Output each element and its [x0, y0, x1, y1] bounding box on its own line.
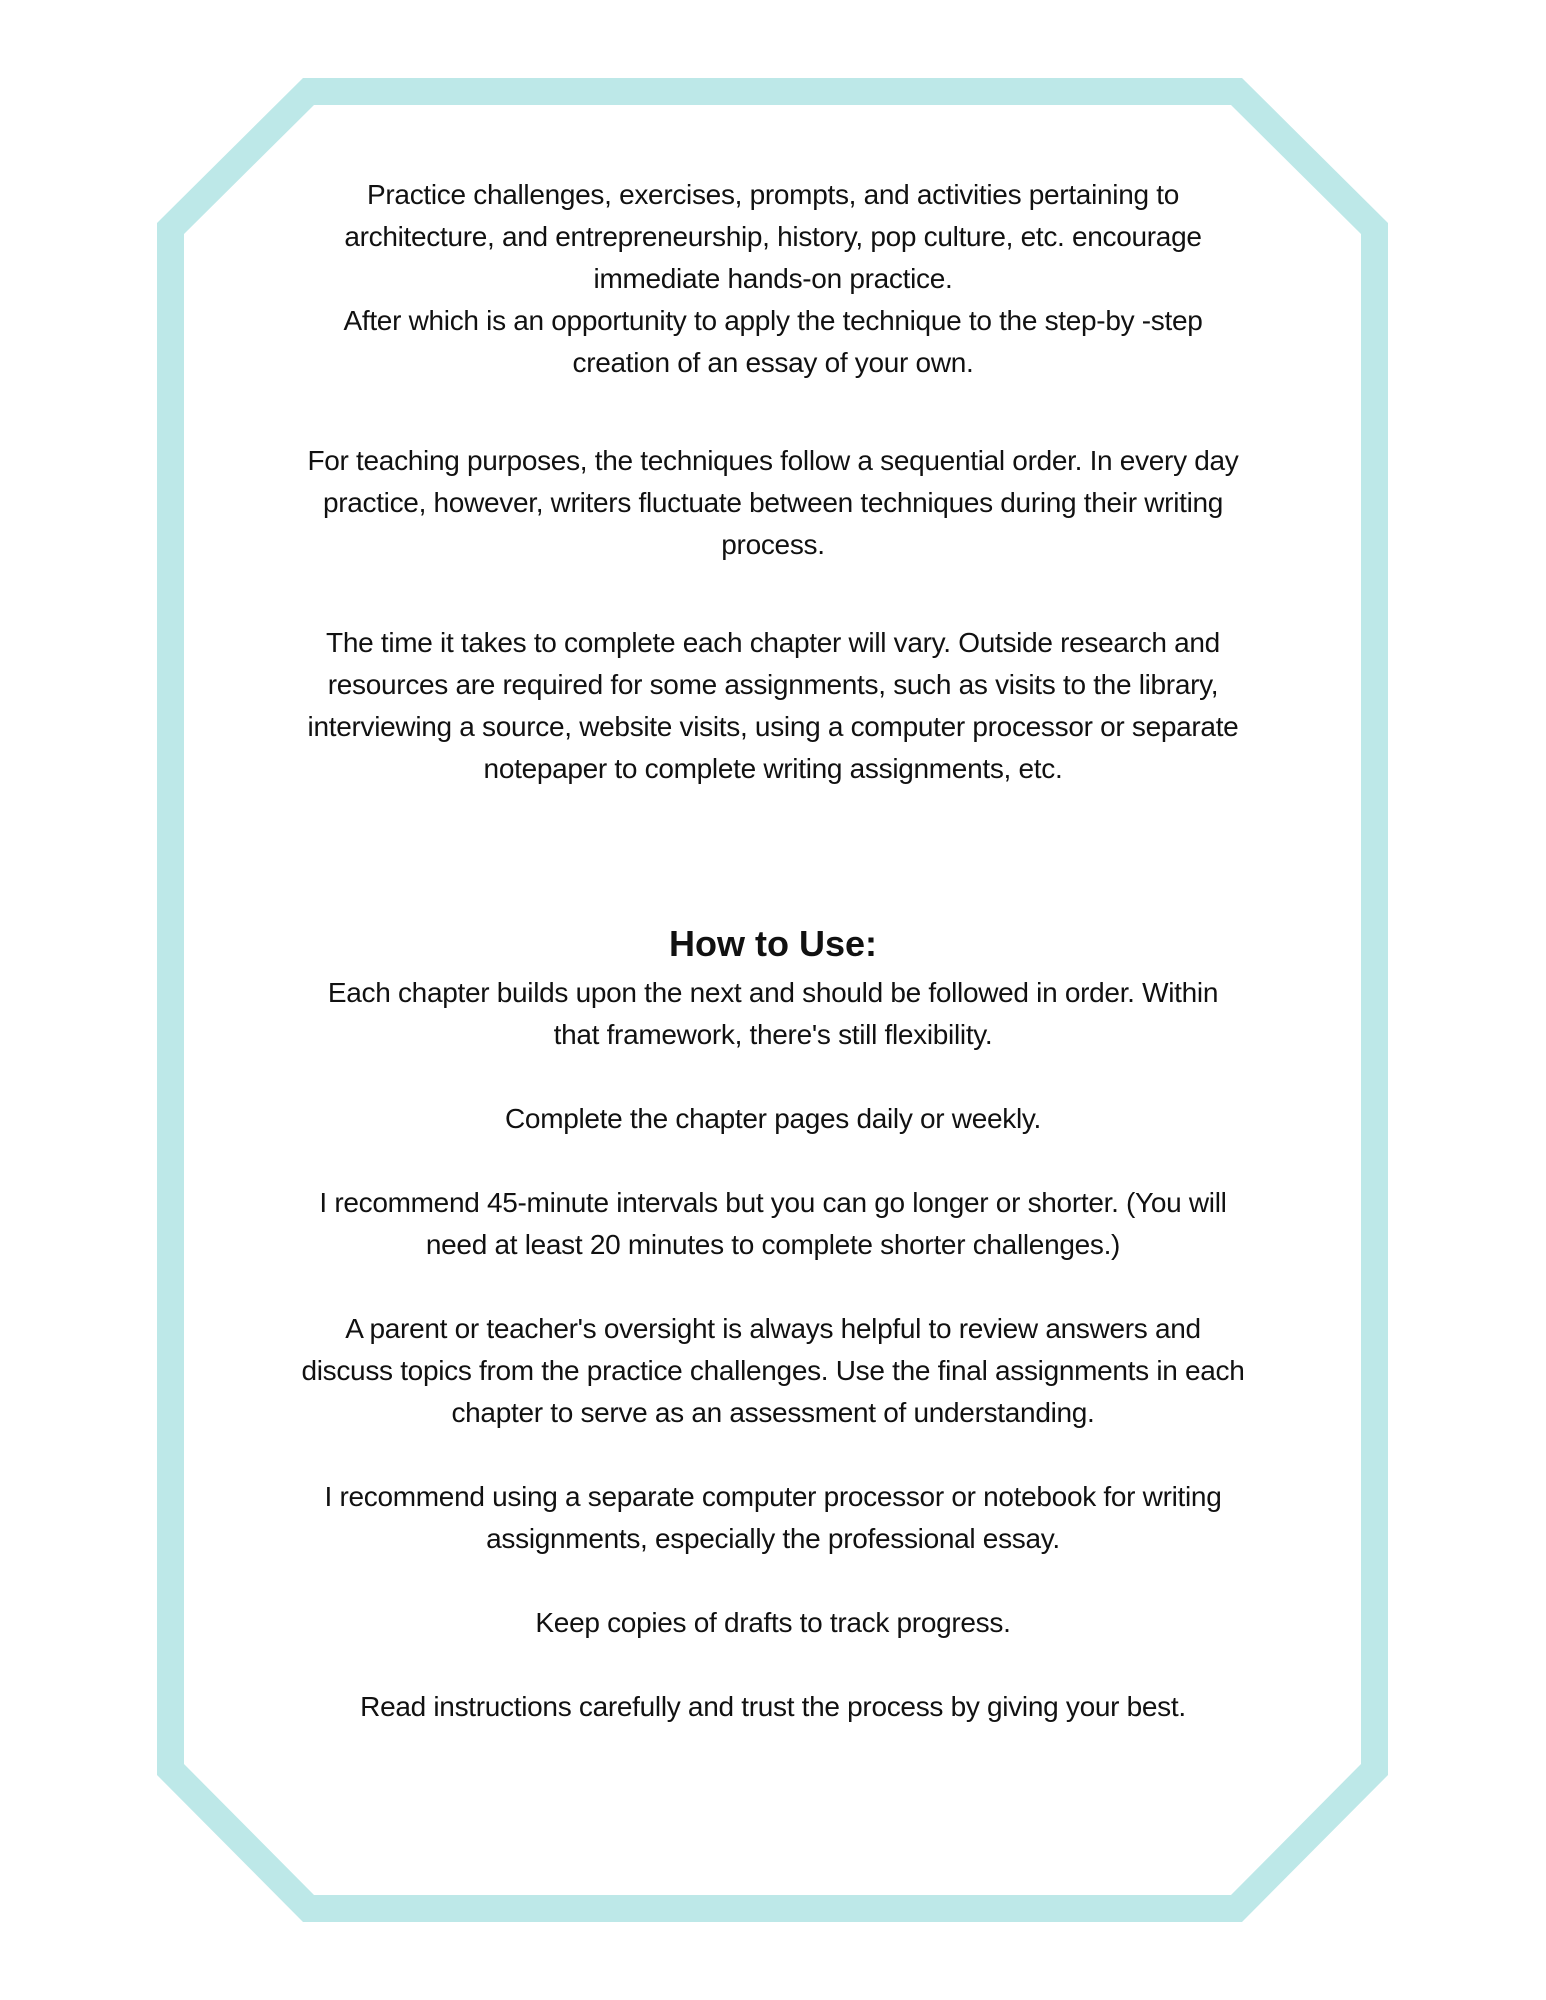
text-line: practice, however, writers fluctuate between techniques during their writing — [322, 487, 1224, 518]
text-line: Practice challenges, exercises, prompts, and activities pertaining to — [367, 179, 1179, 210]
text-line: Each chapter builds upon the next and should be followed in order. Within — [327, 977, 1219, 1008]
text-line: Complete the chapter pages daily or weekly. — [505, 1103, 1041, 1134]
how-to-use-item — [200, 1686, 1346, 1728]
how-to-use-item — [200, 1182, 1346, 1266]
text-line: notepaper to complete writing assignments, etc. — [483, 753, 1063, 784]
text-line: resources are required for some assignments, such as visits to the library, — [327, 669, 1219, 700]
text-line: architecture, and entrepreneurship, history, pop culture, etc. encourage — [344, 221, 1202, 252]
text-line: creation of an essay of your own. — [572, 347, 974, 378]
text-line: I recommend 45-minute intervals but you can go longer or shorter. (You will — [319, 1187, 1227, 1218]
text-line: interviewing a source, website visits, using a computer processor or separate — [307, 711, 1239, 742]
intro-paragraph-3 — [200, 622, 1346, 790]
text-line: Read instructions carefully and trust the process by giving your best. — [360, 1691, 1186, 1722]
text-line: assignments, especially the professional essay. — [486, 1523, 1060, 1554]
text-line: chapter to serve as an assessment of understanding. — [451, 1397, 1095, 1428]
intro-paragraph-2 — [200, 440, 1346, 566]
text-line: process. — [721, 529, 825, 560]
text-line: discuss topics from the practice challenges. Use the final assignments in each — [301, 1355, 1245, 1386]
text-line: need at least 20 minutes to complete shorter challenges.) — [425, 1229, 1121, 1260]
intro-paragraph-1 — [200, 174, 1346, 384]
how-to-use-heading: How to Use: — [668, 923, 877, 964]
text-line: After which is an opportunity to apply the technique to the step-by -step — [343, 305, 1203, 336]
text-line: that framework, there's still flexibility. — [553, 1019, 993, 1050]
how-to-use-item — [200, 1308, 1346, 1434]
text-line: immediate hands-on practice. — [593, 263, 953, 294]
text-line: A parent or teacher's oversight is always helpful to review answers and — [345, 1313, 1201, 1344]
text-line: The time it takes to complete each chapter will vary. Outside research and — [326, 627, 1220, 658]
text-line: Keep copies of drafts to track progress. — [535, 1607, 1011, 1638]
text-line: For teaching purposes, the techniques follow a sequential order. In every day — [307, 445, 1239, 476]
how-to-use-item — [200, 1098, 1346, 1140]
how-to-use-item — [200, 1476, 1346, 1560]
text-line: I recommend using a separate computer processor or notebook for writing — [324, 1481, 1222, 1512]
how-to-use-item — [200, 1602, 1346, 1644]
how-to-use-item — [200, 972, 1346, 1056]
